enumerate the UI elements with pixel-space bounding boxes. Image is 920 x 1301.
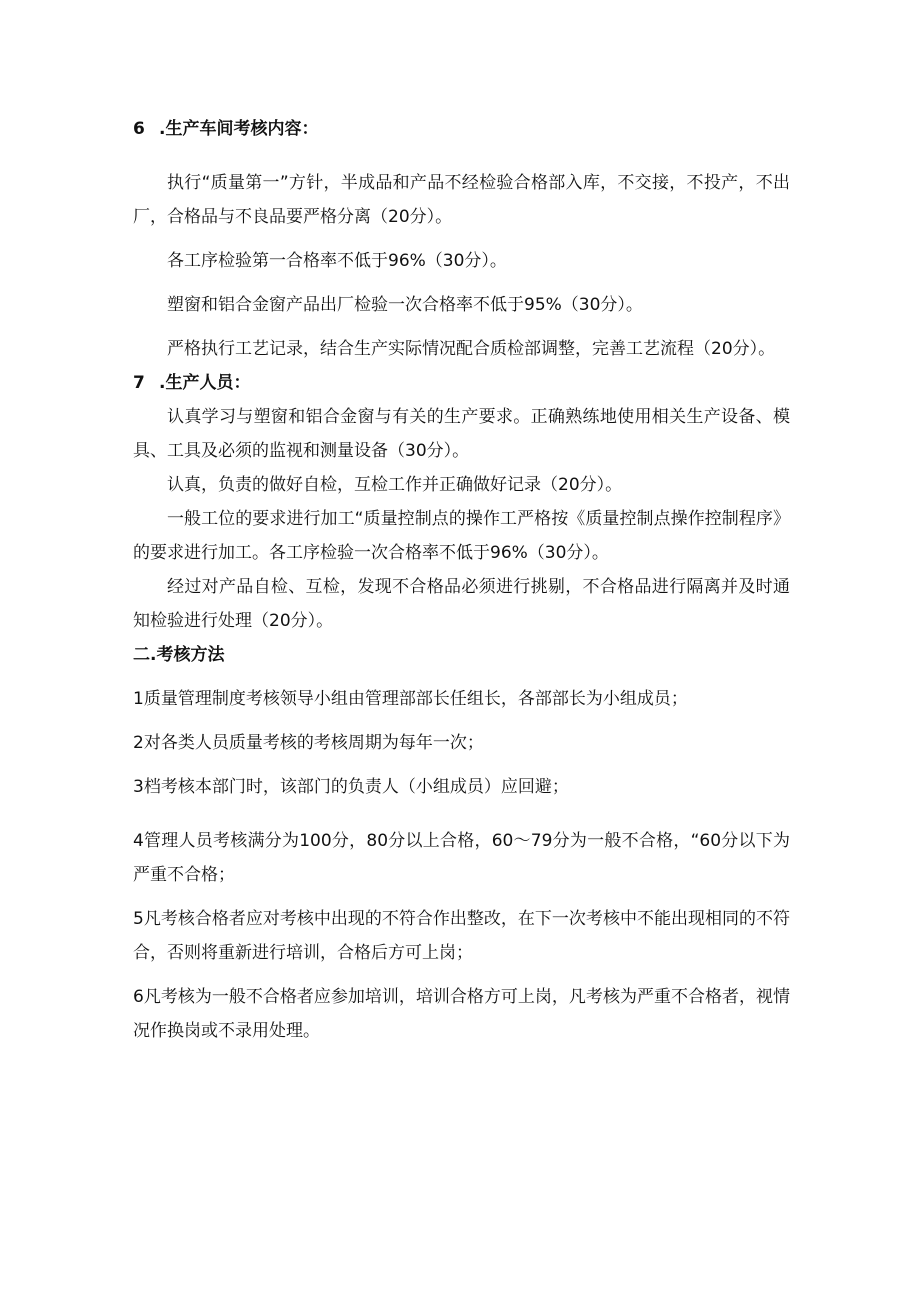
spacer [133, 760, 790, 770]
spacer [133, 716, 790, 726]
method-item: 5凡考核合格者应对考核中出现的不符合作出整改，在下一次考核中不能出现相同的不符合，否则将重新进行培训，合格后方可上岗； [133, 909, 790, 963]
section-6-number: 6 [133, 119, 145, 139]
methods-heading: 二.考核方法 [133, 645, 225, 665]
section-7-title: .生产人员： [159, 373, 251, 393]
section-6-heading [133, 112, 790, 146]
section-7-paragraph: 认真学习与塑窗和铝合金窗与有关的生产要求。正确熟练地使用相关生产设备、模具、工具及必须的监视和测量设备（30分）。 [133, 407, 790, 461]
spacer [133, 234, 790, 244]
section-7-paragraph: 经过对产品自检、互检，发现不合格品必须进行挑剔，不合格品进行隔离并及时通知检验进行处理（20分）。 [133, 577, 790, 631]
section-6-paragraph: 塑窗和铝合金窗产品出厂检验一次合格率不低于95%（30分）。 [167, 295, 643, 315]
spacer [133, 146, 790, 166]
spacer [133, 278, 790, 288]
method-item: 1质量管理制度考核领导小组由管理部部长任组长，各部部长为小组成员； [133, 689, 688, 709]
spacer [133, 322, 790, 332]
method-item: 6凡考核为一般不合格者应参加培训，培训合格方可上岗，凡考核为严重不合格者，视情况作换岗或不录用处理。 [133, 987, 790, 1041]
spacer [133, 672, 790, 682]
method-item: 2对各类人员质量考核的考核周期为每年一次； [133, 733, 484, 753]
section-6-paragraph: 执行“质量第一”方针，半成品和产品不经检验合格部入库，不交接，不投产，不出厂，合格品与不良品要严格分离（20分）。 [133, 173, 790, 227]
section-7-paragraph: 认真，负责的做好自检，互检工作并正确做好记录（20分）。 [167, 475, 623, 495]
section-7-paragraph: 一般工位的要求进行加工“质量控制点的操作工严格按《质量控制点操作控制程序》的要求进行加工。各工序检验一次合格率不低于96%（30分）。 [133, 509, 790, 563]
section-6-title: .生产车间考核内容： [159, 119, 319, 139]
section-6-paragraph: 严格执行工艺记录，结合生产实际情况配合质检部调整，完善工艺流程（20分）。 [167, 339, 776, 359]
method-item: 4管理人员考核满分为100分，80分以上合格，60～79分为一般不合格，“60分以下为严重不合格； [133, 831, 790, 885]
spacer [133, 804, 790, 824]
section-7-number: 7 [133, 373, 145, 393]
spacer [133, 970, 790, 980]
section-6-paragraph: 各工序检验第一合格率不低于96%（30分）。 [167, 251, 507, 271]
document-body [133, 112, 790, 1048]
spacer [133, 892, 790, 902]
section-7-heading [133, 366, 790, 400]
method-item: 3档考核本部门时，该部门的负责人（小组成员）应回避； [133, 777, 569, 797]
